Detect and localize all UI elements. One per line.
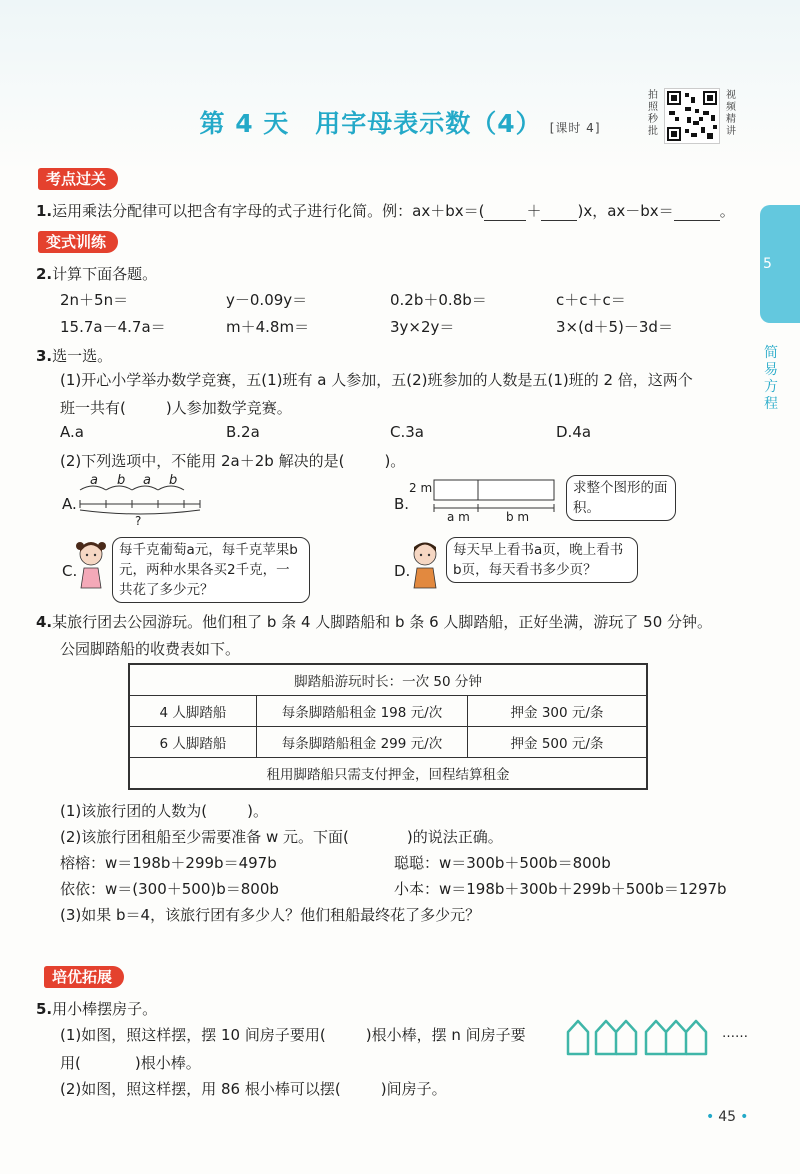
seg-label: a — [143, 473, 151, 488]
q4-part2: (2)该旅行团租船至少需要准备 w 元。下面( )的说法正确。 — [60, 828, 503, 846]
speech-bubble-b: 求整个图形的面积。 — [566, 475, 676, 521]
question-5: 5.用小棒摆房子。 — [36, 1000, 158, 1018]
table-footer: 租用脚踏船只需支付押金，回程结算租金 — [129, 758, 647, 790]
table-row: 4 人脚踏船 每条脚踏船租金 198 元/次 押金 300 元/条 — [129, 696, 647, 727]
choice-a[interactable]: A.a — [60, 423, 84, 441]
q5-part2: (2)如图，照这样摆，用 86 根小棒可以摆( )间房子。 — [60, 1080, 447, 1098]
chapter-number: 5 — [763, 256, 772, 272]
calc-item: m＋4.8m＝ — [226, 318, 310, 336]
q4-line2: 公园脚踏船的收费表如下。 — [60, 640, 241, 658]
chapter-label: 简易方程 — [764, 345, 778, 412]
choice-d[interactable]: D.4a — [556, 423, 592, 441]
q5-part1-line2: 用( )根小棒。 — [60, 1054, 201, 1072]
fee-table — [128, 663, 648, 790]
question-3: 3.选一选。 — [36, 347, 113, 365]
section-tag-kaodian: 考点过关 — [38, 168, 118, 189]
choice-b[interactable]: B.2a — [226, 423, 260, 441]
option-b-label[interactable]: B. — [394, 495, 410, 513]
boy-avatar-icon — [408, 538, 442, 590]
seg-label: a — [90, 473, 98, 488]
answer-option[interactable]: 榕榕：w＝198b＋299b＝497b — [60, 854, 277, 872]
q4-part1: (1)该旅行团的人数为( )。 — [60, 802, 268, 820]
answer-blank[interactable] — [541, 202, 577, 221]
question-4: 4.某旅行团去公园游玩。他们租了 b 条 4 人脚踏船和 b 条 6 人脚踏船，正好坐满，游玩了 50 分钟。 — [36, 613, 713, 631]
table-row: 6 人脚踏船 每条脚踏船租金 299 元/次 押金 500 元/条 — [129, 727, 647, 758]
table-header: 脚踏船游玩时长：一次 50 分钟 — [129, 664, 647, 696]
choice-c[interactable]: C.3a — [390, 423, 424, 441]
calc-item: 3y×2y＝ — [390, 318, 455, 336]
qr-block[interactable] — [644, 88, 744, 148]
calc-item: 2n＋5n＝ — [60, 291, 129, 309]
question-1: 1.运用乘法分配律可以把含有字母的式子进行化简。例：ax＋bx＝( ＋ )x，ax－bx＝ 。 — [36, 202, 735, 220]
calc-item: 15.7a－4.7a＝ — [60, 318, 166, 336]
continuation-dots: …… — [722, 1026, 748, 1041]
rect-width-b: b m — [506, 510, 530, 524]
section-tag-bianshi: 变式训练 — [38, 231, 118, 252]
seg-label: b — [169, 473, 178, 488]
title-text: 第 4 天 用字母表示数（4） — [199, 109, 542, 138]
speech-bubble-d: 每天早上看书a页，晚上看书b页，每天看书多少页？ — [446, 537, 638, 583]
option-d-label[interactable]: D. — [394, 562, 411, 580]
q4-part3: (3)如果 b＝4，该旅行团有多少人？他们租船最终花了多少元？ — [60, 906, 481, 924]
seg-question: ? — [135, 514, 142, 528]
answer-option[interactable]: 聪聪：w＝300b＋500b＝800b — [394, 854, 611, 872]
lesson-label: [课时 4] — [549, 121, 601, 135]
q3-part1-line1: (1)开心小学举办数学竞赛，五(1)班有 a 人参加，五(2)班参加的人数是五(1)班的 2 倍，这两个 — [60, 371, 693, 389]
q5-part1-line1: (1)如图，照这样摆，摆 10 间房子要用( )根小棒，摆 n 间房子要 — [60, 1026, 526, 1044]
seg-label: b — [117, 473, 126, 488]
answer-option[interactable]: 小本：w＝198b＋300b＋299b＋500b＝1297b — [394, 880, 727, 898]
rect-width-a: a m — [447, 510, 470, 524]
section-tag-peiyou: 培优拓展 — [44, 966, 124, 987]
page-number: • 45 • — [706, 1109, 749, 1125]
qr-code-icon[interactable] — [664, 88, 720, 144]
calc-item: c＋c＋c＝ — [556, 291, 626, 309]
stick-houses-figure — [566, 1018, 716, 1058]
q3-part1-line2: 班一共有( )人参加数学竞赛。 — [60, 399, 292, 417]
q3-part2: (2)下列选项中，不能用 2a＋2b 解决的是( )。 — [60, 452, 406, 470]
option-a-label[interactable]: A. — [62, 495, 77, 513]
rect-height-label: 2 m — [409, 481, 433, 495]
calc-item: 3×(d＋5)－3d＝ — [556, 318, 673, 336]
speech-bubble-c: 每千克葡萄a元，每千克苹果b元，两种水果各买2千克，一共花了多少元？ — [112, 537, 310, 603]
option-c-label[interactable]: C. — [62, 562, 78, 580]
question-2: 2.计算下面各题。 — [36, 265, 158, 283]
qr-left-label: 拍照秒批 — [648, 90, 658, 137]
answer-blank[interactable] — [484, 202, 526, 221]
calc-item: 0.2b＋0.8b＝ — [390, 291, 487, 309]
girl-avatar-icon — [74, 538, 108, 590]
answer-option[interactable]: 依依：w＝(300＋500)b＝800b — [60, 880, 279, 898]
qr-right-label: 视频精讲 — [726, 90, 736, 137]
calc-item: y－0.09y＝ — [226, 291, 308, 309]
answer-blank[interactable] — [674, 202, 720, 221]
